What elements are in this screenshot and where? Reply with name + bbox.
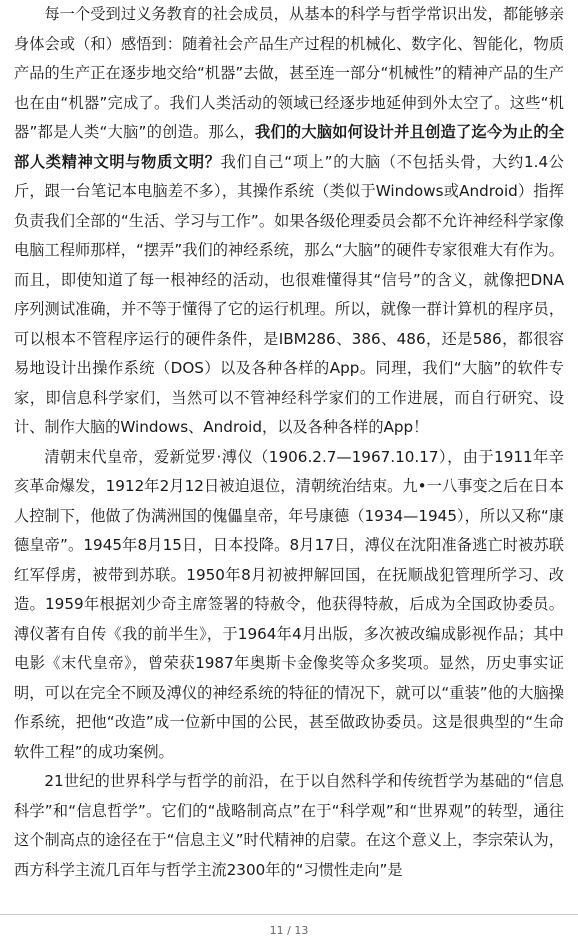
paragraph-1 xyxy=(14,0,564,443)
paragraph-3-segment-1: 21世纪的世界科学与哲学的前沿，在于以自然科学和传统哲学为基础的“信息科学”和“信息哲学”。它们的“战略制高点”在于“科学观”和“世界观”的转型，通往这个制高点的途径在于“信息主义”时代精神的启蒙。在这个意义上，李宗荣认为，西方科学主流几百年与哲学主流2300年的“习惯性走向”是 xyxy=(14,772,564,879)
paragraph-1-segment-3: 我们自己“项上”的大脑（不包括头骨，大约1.4公斤，跟一台笔记本电脑差不多），其操作系统（类似于Windows或Android）指挥负责我们全部的“生活、学习与工作”。如果各级伦理委员会都不允许神经科学家像电脑工程师那样，“摆弄”我们的神经系统，那么“大脑”的硬件专家很难大有作为。而且，即使知道了每一根神经的活动，也很难懂得其“信号”的含义，就像把DNA序列测试准确，并不等于懂得了它的运行机理。所以，就像一群计算机的程序员，可以根本不管程序运行的硬件条件，是IBM286、386、486，还是586，都很容易地设计出操作系统（DOS）以及各种各样的App。同理，我们“大脑”的软件专家，即信息科学家们，当然可以不管神经科学家们的工作进展，而自行研究、设计、制作大脑的Windows、Android，以及各种各样的App！ xyxy=(14,152,564,436)
paragraph-2-segment-1: 清朝末代皇帝，爱新觉罗·溥仪（1906.2.7—1967.10.17），由于1911年辛亥革命爆发，1912年2月12日被迫退位，清朝统治结束。九•一八事变之后在日本人控制下，他做了伪满洲国的傀儡皇帝，年号康德（1934—1945），所以又称“康德皇帝”。1945年8月15日，日本投降。8月17日，溥仪在沈阳准备逃亡时被苏联红军俘虏，被带到苏联。1950年8月初被押解回国，在抚顺战犯管理所学习、改造。1959年根据刘少奇主席签署的特赦令，他获得特赦，后成为全国政协委员。溥仪著有自传《我的前半生》，于1964年4月出版，多次被改编成影视作品；其中电影《末代皇帝》，曾荣获1987年奥斯卡金像奖等众多奖项。显然，历史事实证明，可以在完全不顾及溥仪的神经系统的特征的情况下，就可以“重装”他的大脑操作系统，把他“改造”成一位新中国的公民，甚至做政协委员。这是很典型的“生命软件工程”的成功案例。 xyxy=(14,447,564,761)
paragraph-2 xyxy=(14,443,564,768)
paragraph-3 xyxy=(14,767,564,885)
paragraph-1-bold-question: 我们的大脑如何设计并且创造了迄今为止的全部人类精神文明与物质文明？ xyxy=(14,123,565,171)
paragraph-1-segment-1: 每一个受到过义务教育的社会成员，从基本的科学与哲学常识出发，都能够亲身体会或（和）感悟到：随着社会产品生产过程的机械化、数字化、智能化，物质产品的生产正在逐步地交给“机器”去做，甚至连一部分“机械性”的精神产品的生产也在由“机器”完成了。我们人类活动的领域已经逐步地延伸到外太空了。这些“机器”都是人类“大脑”的创造。那么， xyxy=(14,5,564,141)
page-number: 11 / 13 xyxy=(269,924,309,937)
footer-divider xyxy=(0,914,578,915)
document-body xyxy=(14,0,564,885)
